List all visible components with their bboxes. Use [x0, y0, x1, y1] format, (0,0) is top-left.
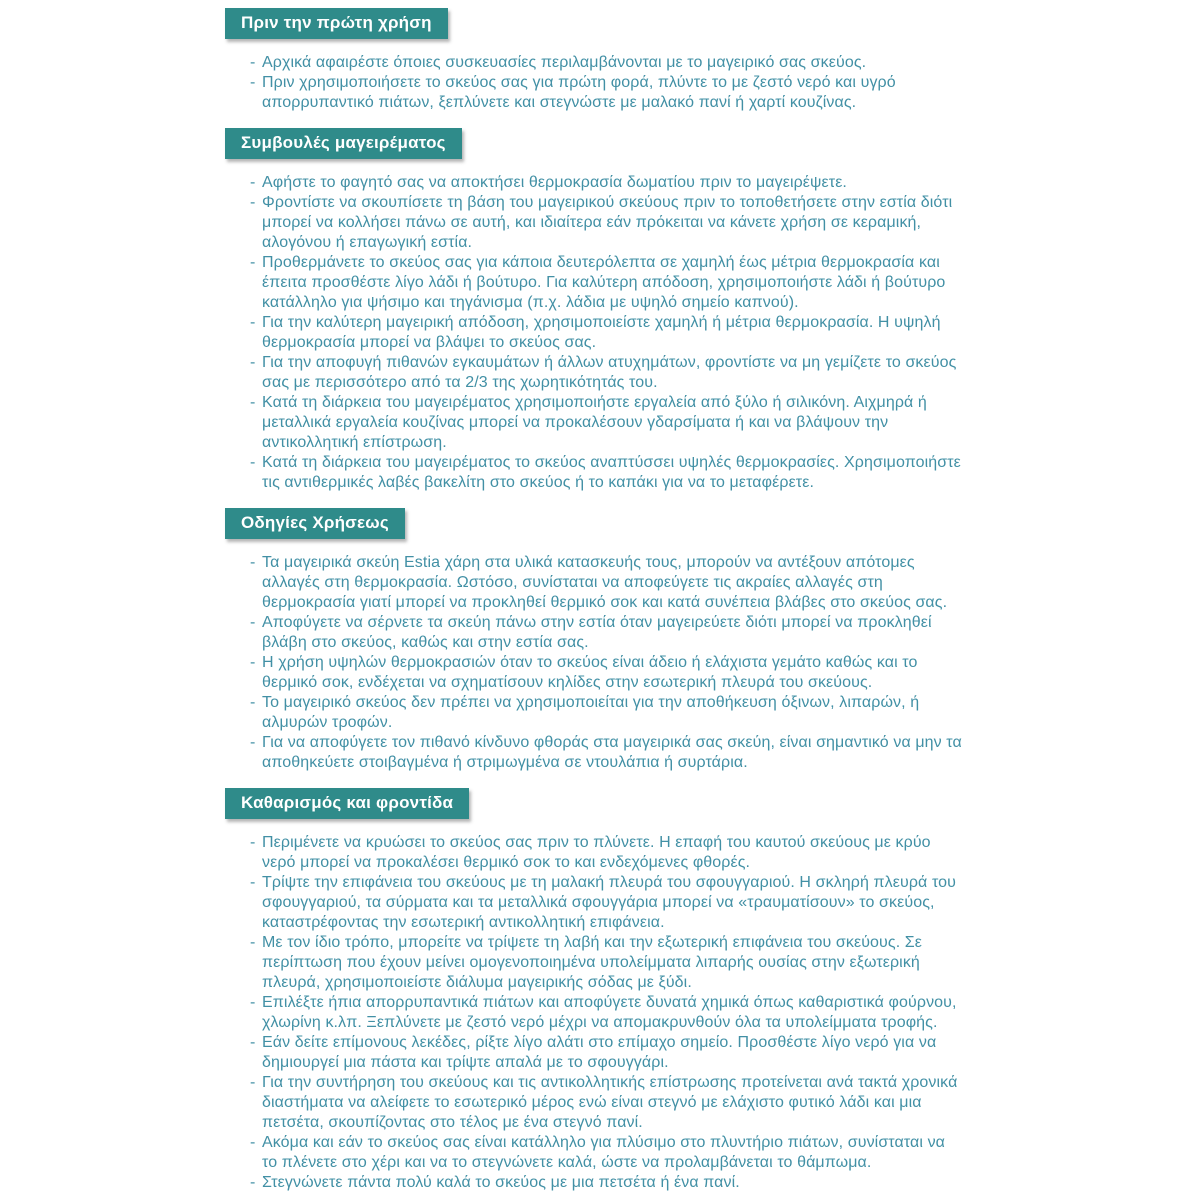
bullet-item	[250, 933, 962, 993]
section-cooking-tips	[225, 128, 985, 493]
section-heading-before-first-use: Πριν την πρώτη χρήση	[225, 8, 448, 39]
bullet-text: Εάν δείτε επίμονους λεκέδες, ρίξτε λίγο αλάτι στο επίμαχο σημείο. Προσθέστε λίγο νερό για να δημιουργεί μια πάστα και τρίψτε απαλά με το σφουγγάρι.	[262, 1034, 937, 1071]
section-heading-usage-instructions: Οδηγίες Χρήσεως	[225, 508, 405, 539]
bullet-text: Περιμένετε να κρυώσει το σκεύος σας πριν το πλύνετε. Η επαφή του καυτού σκεύους με κρύο νερό μπορεί να προκαλέσει θερμικό σοκ το και ενδεχόμενες φθορές.	[262, 834, 931, 871]
bullet-text: Η χρήση υψηλών θερμοκρασιών όταν το σκεύος είναι άδειο ή ελάχιστα γεμάτο καθώς και το θερμικό σοκ, ενδέχεται να σχηματίσουν κηλίδες στην εσωτερική πλευρά του σκεύους.	[262, 654, 918, 691]
bullet-item	[250, 993, 962, 1033]
bullet-item	[250, 313, 962, 353]
bullet-item	[250, 53, 962, 73]
bullet-item	[250, 173, 962, 193]
bullet-list	[250, 553, 962, 773]
dash-marker: -	[250, 1074, 256, 1091]
bullet-item	[250, 73, 962, 113]
bullet-text: Κατά τη διάρκεια του μαγειρέματος χρησιμοποιήστε εργαλεία από ξύλο ή σιλικόνη. Αιχμηρά ή μεταλλικά εργαλεία κουζίνας μπορεί να προκαλέσουν γδαρσίματα ή και να βλάψουν την αντικολλητική επίστρωση.	[262, 394, 927, 451]
dash-marker: -	[250, 454, 256, 471]
bullet-item	[250, 1173, 962, 1193]
bullet-text: Αρχικά αφαιρέστε όποιες συσκευασίες περιλαμβάνονται με το μαγειρικό σας σκεύος.	[262, 54, 867, 71]
bullet-text: Τα μαγειρικά σκεύη Estia χάρη στα υλικά κατασκευής τους, μπορούν να αντέξουν απότομες αλλαγές στη θερμοκρασία. Ωστόσο, συνίσταται να αποφεύγετε τις ακραίες αλλαγές στη θερμοκρασία γιατί μπορεί να προκληθεί θερμικό σοκ και κατά συνέπεια βλάβες στο σκεύος σας.	[262, 554, 948, 611]
bullet-text: Κατά τη διάρκεια του μαγειρέματος το σκεύος αναπτύσσει υψηλές θερμοκρασίες. Χρησιμοποιήστε τις αντιθερμικές λαβές βακελίτη στο σκεύος ή το καπάκι για να το μεταφέρετε.	[262, 454, 961, 491]
bullet-text: Πριν χρησιμοποιήσετε το σκεύος σας για πρώτη φορά, πλύντε το με ζεστό νερό και υγρό απορρυπαντικό πιάτων, ξεπλύνετε και στεγνώστε με μαλακό πανί ή χαρτί κουζίνας.	[262, 74, 896, 111]
bullet-item	[250, 1073, 962, 1133]
bullet-text: Στεγνώνετε πάντα πολύ καλά το σκεύος με μια πετσέτα ή ένα πανί.	[262, 1174, 740, 1191]
bullet-text: Επιλέξτε ήπια απορρυπαντικά πιάτων και αποφύγετε δυνατά χημικά όπως καθαριστικά φούρνου, χλωρίνη κ.λπ. Ξεπλύνετε με ζεστό νερό μέχρι να απομακρυνθούν όλα τα υπολείμματα τροφής.	[262, 994, 957, 1031]
dash-marker: -	[250, 194, 256, 211]
bullet-item	[250, 253, 962, 313]
bullet-text: Με τον ίδιο τρόπο, μπορείτε να τρίψετε τη λαβή και την εξωτερική επιφάνεια του σκεύους. Σε περίπτωση που έχουν μείνει ομογενοποιημένα υπολείμματα λιπαρής ουσίας στην εξωτερική πλευρά, χρησιμοποιείστε διάλυμα μαγειρικής σόδας με ξύδι.	[262, 934, 923, 991]
bullet-item	[250, 453, 962, 493]
section-before-first-use	[225, 8, 985, 113]
bullet-item	[250, 193, 962, 253]
bullet-text: Τρίψτε την επιφάνεια του σκεύους με τη μαλακή πλευρά του σφουγγαριού. Η σκληρή πλευρά του σφουγγαριού, τα σύρματα και τα μεταλλικά σφουγγάρια μπορεί να «τραυματίσουν» το σκεύος, καταστρέφοντας την εσωτερική αντικολλητική επιφάνεια.	[262, 874, 956, 931]
bullet-item	[250, 393, 962, 453]
bullet-item	[250, 733, 962, 773]
dash-marker: -	[250, 54, 256, 71]
bullet-item	[250, 873, 962, 933]
dash-marker: -	[250, 994, 256, 1011]
dash-marker: -	[250, 1134, 256, 1151]
content-column	[225, 0, 985, 1193]
bullet-list	[250, 833, 962, 1193]
bullet-text: Αποφύγετε να σέρνετε τα σκεύη πάνω στην εστία όταν μαγειρεύετε διότι μπορεί να προκληθεί βλάβη στο σκεύος, καθώς και στην εστία σας.	[262, 614, 932, 651]
dash-marker: -	[250, 614, 256, 631]
bullet-item	[250, 693, 962, 733]
section-heading-cleaning-and-care: Καθαρισμός και φροντίδα	[225, 788, 469, 819]
bullet-text: Προθερμάνετε το σκεύος σας για κάποια δευτερόλεπτα σε χαμηλή έως μέτρια θερμοκρασία και έπειτα προσθέστε λίγο λάδι ή βούτυρο. Για καλύτερη απόδοση, χρησιμοποιήστε λάδι ή βούτυρο κατάλληλο για ψήσιμο και τηγάνισμα (π.χ. λάδια με υψηλό σημείο καπνού).	[262, 254, 946, 311]
section-heading-cooking-tips: Συμβουλές μαγειρέματος	[225, 128, 462, 159]
dash-marker: -	[250, 314, 256, 331]
bullet-text: Το μαγειρικό σκεύος δεν πρέπει να χρησιμοποιείται για την αποθήκευση όξινων, λιπαρών, ή αλμυρών τροφών.	[262, 694, 920, 731]
bullet-list	[250, 53, 962, 113]
dash-marker: -	[250, 934, 256, 951]
bullet-text: Για την συντήρηση του σκεύους και τις αντικολλητικής επίστρωσης προτείνεται ανά τακτά χρονικά διαστήματα να αλείφετε το εσωτερικό μέρος ενώ είναι στεγνό με ελάχιστο φυτικό λάδι και μια πετσέτα, σκουπίζοντας στο τέλος με ένα στεγνό πανί.	[262, 1074, 958, 1131]
bullet-text: Αφήστε το φαγητό σας να αποκτήσει θερμοκρασία δωματίου πριν το μαγειρέψετε.	[262, 174, 847, 191]
dash-marker: -	[250, 554, 256, 571]
bullet-text: Για να αποφύγετε τον πιθανό κίνδυνο φθοράς στα μαγειρικά σας σκεύη, είναι σημαντικό να μην τα αποθηκεύετε στοιβαγμένα ή στριμωγμένα σε ντουλάπια ή συρτάρια.	[262, 734, 962, 771]
dash-marker: -	[250, 1174, 256, 1191]
bullet-item	[250, 553, 962, 613]
bullet-text: Φροντίστε να σκουπίσετε τη βάση του μαγειρικού σκεύους πριν το τοποθετήσετε στην εστία διότι μπορεί να κολλήσει πάνω σε αυτή, και ιδιαίτερα εάν πρόκειται να κάνετε χρήση σε κεραμική, αλογόνου ή επαγωγική εστία.	[262, 194, 953, 251]
dash-marker: -	[250, 1034, 256, 1051]
dash-marker: -	[250, 254, 256, 271]
bullet-item	[250, 833, 962, 873]
bullet-list	[250, 173, 962, 493]
bullet-item	[250, 653, 962, 693]
dash-marker: -	[250, 834, 256, 851]
bullet-text: Ακόμα και εάν το σκεύος σας είναι κατάλληλο για πλύσιμο στο πλυντήριο πιάτων, συνίσταται να το πλένετε στο χέρι και να το στεγνώνετε καλά, ώστε να προλαμβάνεται το θάμπωμα.	[262, 1134, 946, 1171]
bullet-item	[250, 1133, 962, 1173]
bullet-item	[250, 353, 962, 393]
dash-marker: -	[250, 874, 256, 891]
dash-marker: -	[250, 354, 256, 371]
dash-marker: -	[250, 694, 256, 711]
dash-marker: -	[250, 174, 256, 191]
section-usage-instructions	[225, 508, 985, 773]
bullet-item	[250, 613, 962, 653]
bullet-item	[250, 1033, 962, 1073]
bullet-text: Για την αποφυγή πιθανών εγκαυμάτων ή άλλων ατυχημάτων, φροντίστε να μη γεμίζετε το σκεύος σας με περισσότερο από τα 2/3 της χωρητικότητάς του.	[262, 354, 957, 391]
dash-marker: -	[250, 734, 256, 751]
bullet-text: Για την καλύτερη μαγειρική απόδοση, χρησιμοποιείστε χαμηλή ή μέτρια θερμοκρασία. Η υψηλή θερμοκρασία μπορεί να βλάψει το σκεύος σας.	[262, 314, 941, 351]
dash-marker: -	[250, 654, 256, 671]
dash-marker: -	[250, 74, 256, 91]
section-cleaning-and-care	[225, 788, 985, 1193]
dash-marker: -	[250, 394, 256, 411]
